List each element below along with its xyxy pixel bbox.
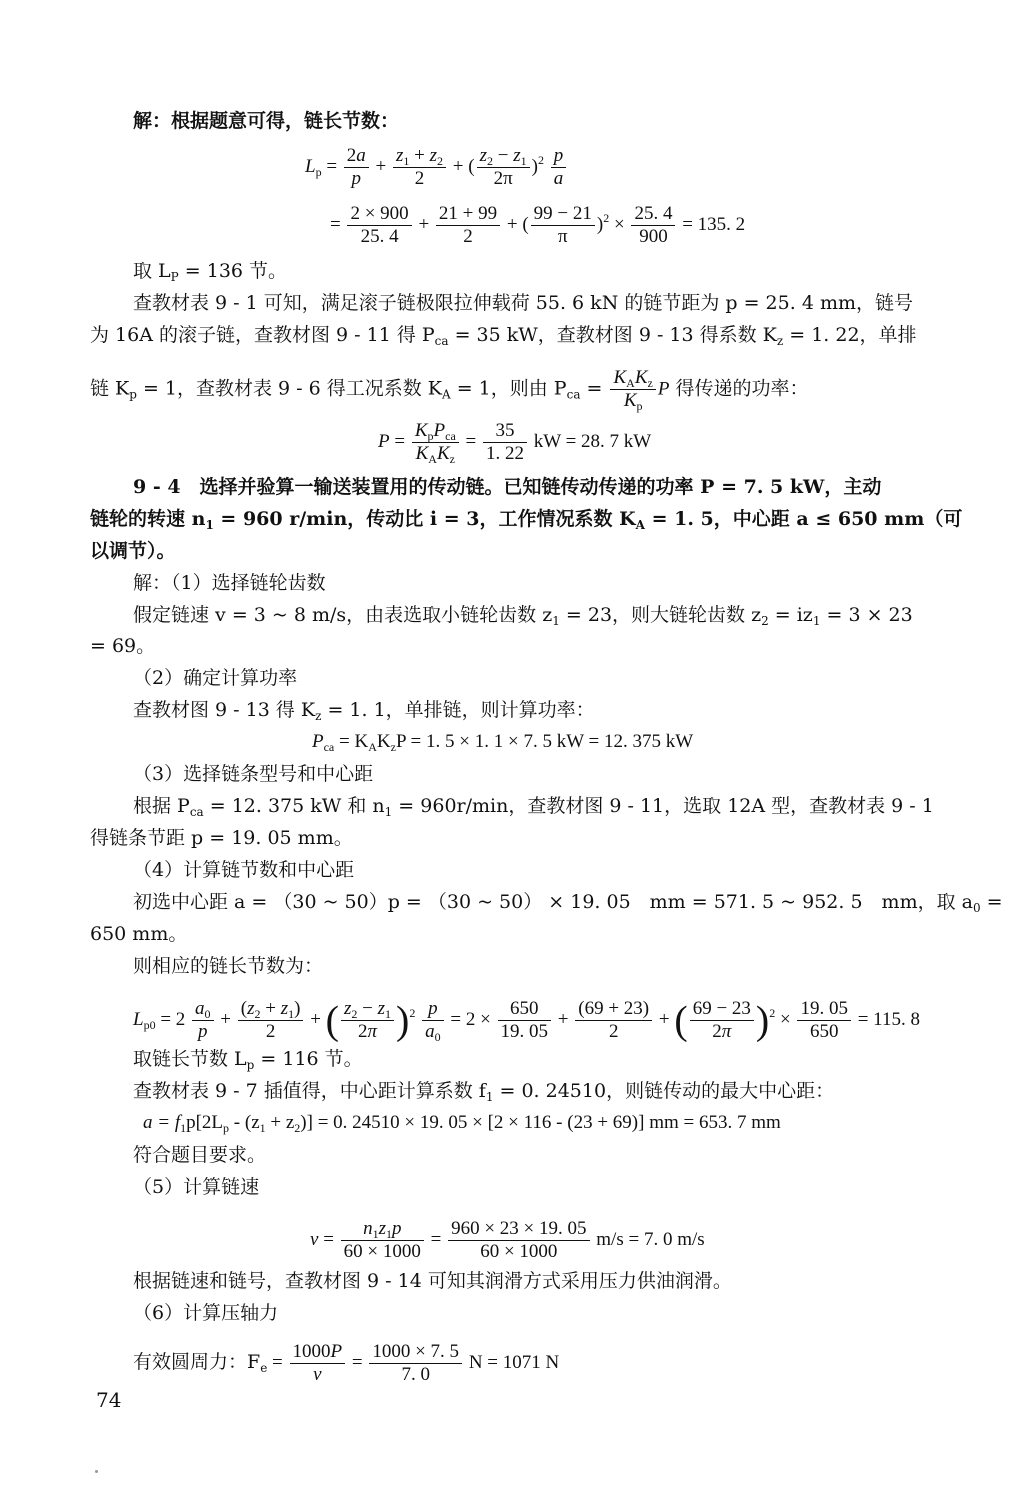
step-1-title: 解：（1）选择链轮齿数 [133, 572, 326, 594]
formula-lp-2: = $\frac{2 \times 900}{25. 4}$ + $\frac{21 + 99}{2}$ + ( $\frac{99 - 21}{\pi}$ )$^2$ × $\frac{25. 4}{900}$ = 135. 2 [330, 203, 746, 247]
formula-fe: 有效圆周力：$F_e$ = $\frac{1000P}{v}$ = $\frac{1000 \times 7. 5}{7. 0}$ N = 1071 N [133, 1341, 560, 1385]
step-3-text-cont: 得链条节距 p = 19. 05 mm。 [90, 827, 353, 849]
step-5-text: 根据链速和链号，查教材图 9 - 14 可知其润滑方式采用压力供油润滑。 [133, 1270, 732, 1292]
step-4-text-cont: 650 mm。 [90, 923, 188, 945]
formula-a: $a = f_1p[2L_p - (z_1 + z_2)] = 0$. 24510 × 19. 05 × [2 × 116 - (23 + 69)] mm = 653. 7 mm [143, 1112, 781, 1135]
text-line-7: 为 16A 的滚子链，查教材图 9 - 11 得 $P_{ca} = 35$ kW，查教材图 9 - 13 得系数 $K_z = 1$. 22，单排 [90, 324, 917, 348]
step-1-text-cont: = 69。 [90, 635, 156, 657]
step-4-title: （4）计算链节数和中心距 [133, 859, 355, 881]
step-2-title: （2）确定计算功率 [133, 667, 298, 689]
step-6-title: （6）计算压轴力 [133, 1302, 279, 1324]
problem-9-4-line3: 以调节）。 [90, 540, 176, 562]
formula-pca: $P_{ca} = K_AK_zP = 1$. 5 × 1. 1 × 7. 5 kW = 12. 375 kW [312, 731, 694, 754]
formula-lp0: $L_{p0} = 2$ $\frac{a_0}{p}$ + $\frac{(z_2 + z_1)}{2}$ + ( $\frac{z_2 - z_1}{2\pi}$ )$^2$ $\frac{p}{a_0}$ = 2 × $\frac{650}{19. 05}$ + $\frac{(69 + 23)}{2}$ + ( $\frac{69 - 23}{2\pi}$ )$^2$ × $\frac{19. 05}{650}$ = 115. 8 [133, 997, 920, 1044]
text-line-6: 查教材表 9 - 1 可知，满足滚子链极限拉伸载荷 55. 6 kN 的链节距为 p = 25. 4 mm，链号 [133, 292, 913, 314]
solution-intro: 解：根据题意可得，链长节数： [133, 110, 400, 132]
scan-speck [95, 1470, 98, 1473]
formula-lp-1: $L_p$ = $\frac{2a}{p}$ + $\frac{z_1 + z_2}{2}$ + ( $\frac{z_2 - z_1}{2\pi}$ )$^2$ $\frac{p}{a}$ [305, 145, 568, 190]
take-lp: 取 $L_P = 136$ 节。 [133, 260, 288, 284]
step-3-title: （3）选择链条型号和中心距 [133, 763, 374, 785]
step-4-take-lp: 取链长节数 $L_p = 116$ 节。 [133, 1048, 363, 1072]
formula-v: v = $\frac{n_1z_1p}{60 \times 1000}$ = $\frac{960 \times 23 \times 19. 05}{60 \times 1000}$ m/s = 7. 0 m/s [310, 1218, 705, 1262]
page-number: 74 [96, 1388, 122, 1412]
formula-p: P = $\frac{K_pP_{ca}}{K_AK_z}$ = $\frac{35}{1. 22}$ kW = 28. 7 kW [378, 420, 652, 466]
step-4-lp0-intro: 则相应的链长节数为： [133, 955, 324, 977]
text-line-8: 链 $K_p = 1$，查教材表 9 - 6 得工况系数 $K_A = 1$，则由 $P_{ca}$ = $\frac{K_AK_z}{K_p}$ P 得传递的功率： [90, 367, 809, 413]
step-4-text: 初选中心距 a = （30 ~ 50）p = （30 ~ 50） × 19. 05 mm = 571. 5 ~ 952. 5 mm，取 $a_0$ = [133, 891, 1003, 915]
step-1-text: 假定链速 v = 3 ~ 8 m/s，由表选取小链轮齿数 $z_1 = 23$，则大链轮齿数 $z_2 = iz_1 = 3 \times 23$ [133, 604, 913, 628]
step-2-text: 查教材图 9 - 13 得 $K_z = 1$. 1，单排链，则计算功率： [133, 699, 595, 723]
step-3-text: 根据 $P_{ca} = 12$. 375 kW 和 $n_1 = 960r/\min$，查教材图 9 - 11，选取 12A 型，查教材表 9 - 1 [133, 795, 934, 819]
step-4-conclusion: 符合题目要求。 [133, 1144, 267, 1166]
problem-9-4-line1: 9 - 4 选择并验算一输送装置用的传动链。已知链传动传递的功率 P = 7. 5 kW，主动 [133, 476, 882, 498]
step-5-title: （5）计算链速 [133, 1176, 260, 1198]
problem-9-4-line2: 链轮的转速 $n_1 = 960$ r/min，传动比 i = 3，工作情况系数 $K_A = 1$. 5，中心距 a ≤ 650 mm（可 [90, 508, 963, 532]
step-4-table: 查教材表 9 - 7 插值得，中心距计算系数 $f_1 = 0$. 24510，则链传动的最大中心距： [133, 1080, 835, 1104]
